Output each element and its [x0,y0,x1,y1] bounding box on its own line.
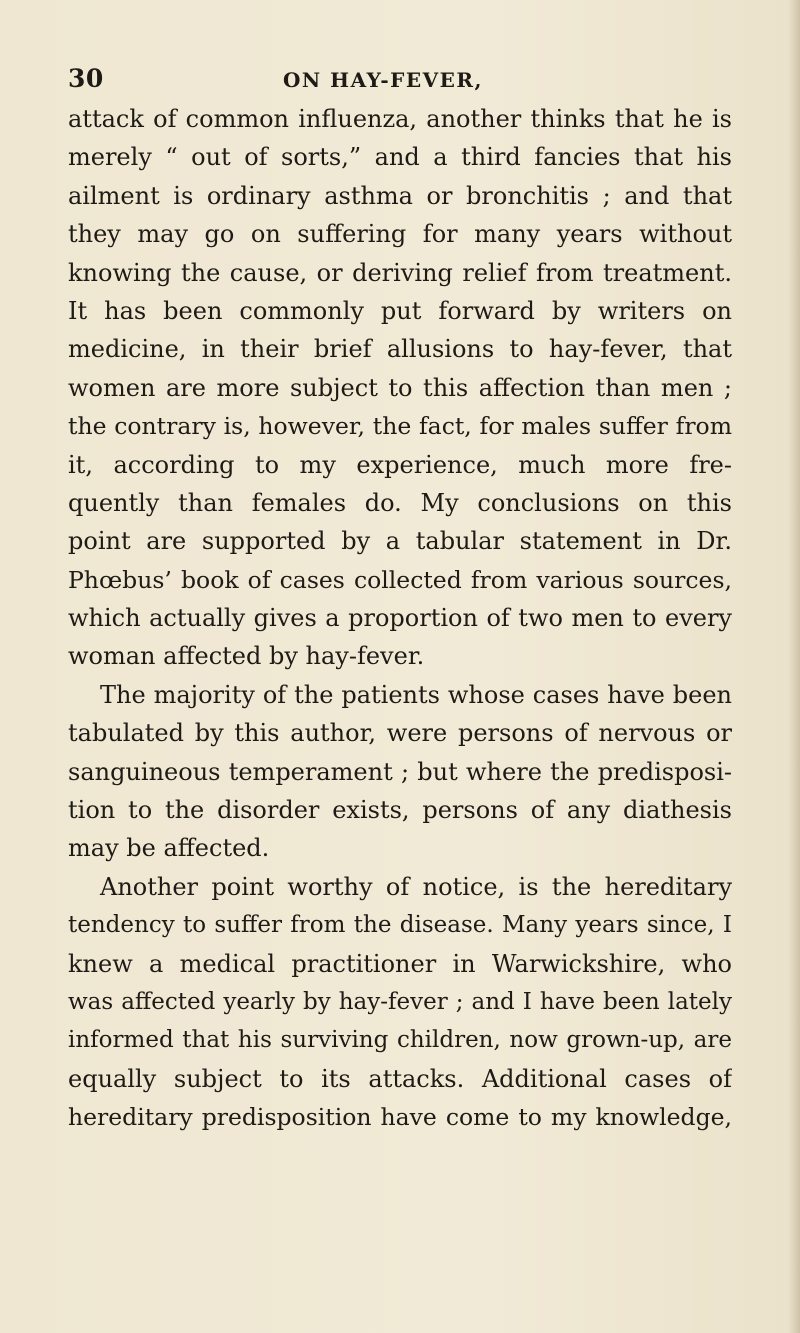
text-line: may be affected. [68,834,270,863]
text-line: informed that his surviving children, now grown-up, are [68,1027,732,1054]
text-line: woman affected by hay-fever. [68,642,425,671]
text-line: medicine, in their brief allusions to hay-fever, that [68,335,732,364]
text-line: Phœbus’ book of cases collected from various sources, [68,565,732,594]
text-line: equally subject to its attacks. Additional cases of [68,1064,732,1093]
text-line: tion to the disorder exists, persons of any diathesis [68,796,732,825]
text-line: tendency to suffer from the disease. Many years since, I [68,912,732,939]
text-line: Another point worthy of notice, is the hereditary [100,872,732,901]
text-line: knew a medical practitioner in Warwickshire, who [68,949,732,978]
text-line: knowing the cause, or deriving relief from treatment. [68,258,732,287]
page-number: 30 [68,64,104,93]
text-line: it, according to my experience, much more fre- [68,450,732,479]
text-line: quently than females do. My conclusions on this [68,488,732,517]
running-head: ON HAY-FEVER, [283,68,483,92]
text-line: ailment is ordinary asthma or bronchitis ; and that [68,181,732,210]
text-line: The majority of the patients whose cases have been [100,680,732,709]
text-line: attack of common influenza, another thinks that he is [68,105,732,133]
text-line: sanguineous temperament ; but where the predisposi- [68,757,732,786]
text-line: they may go on suffering for many years without [68,220,732,249]
text-line: women are more subject to this affection than men ; [68,373,732,402]
text-line: It has been commonly put forward by writers on [68,296,732,325]
text-line: the contrary is, however, the fact, for males suffer from [68,412,732,441]
text-line: hereditary predisposition have come to my knowledge, [68,1103,732,1132]
text-line: tabulated by this author, were persons of nervous or [68,719,732,748]
page-edge-shadow [788,0,800,1333]
text-line: which actually gives a proportion of two men to every [68,604,732,633]
page-header [68,64,732,100]
text-line: point are supported by a tabular statement in Dr. [68,527,732,556]
body-text [68,100,732,1137]
text-line: was affected yearly by hay-fever ; and I have been lately [68,988,732,1015]
text-line: merely “ out of sorts,” and a third fancies that his [68,143,732,172]
